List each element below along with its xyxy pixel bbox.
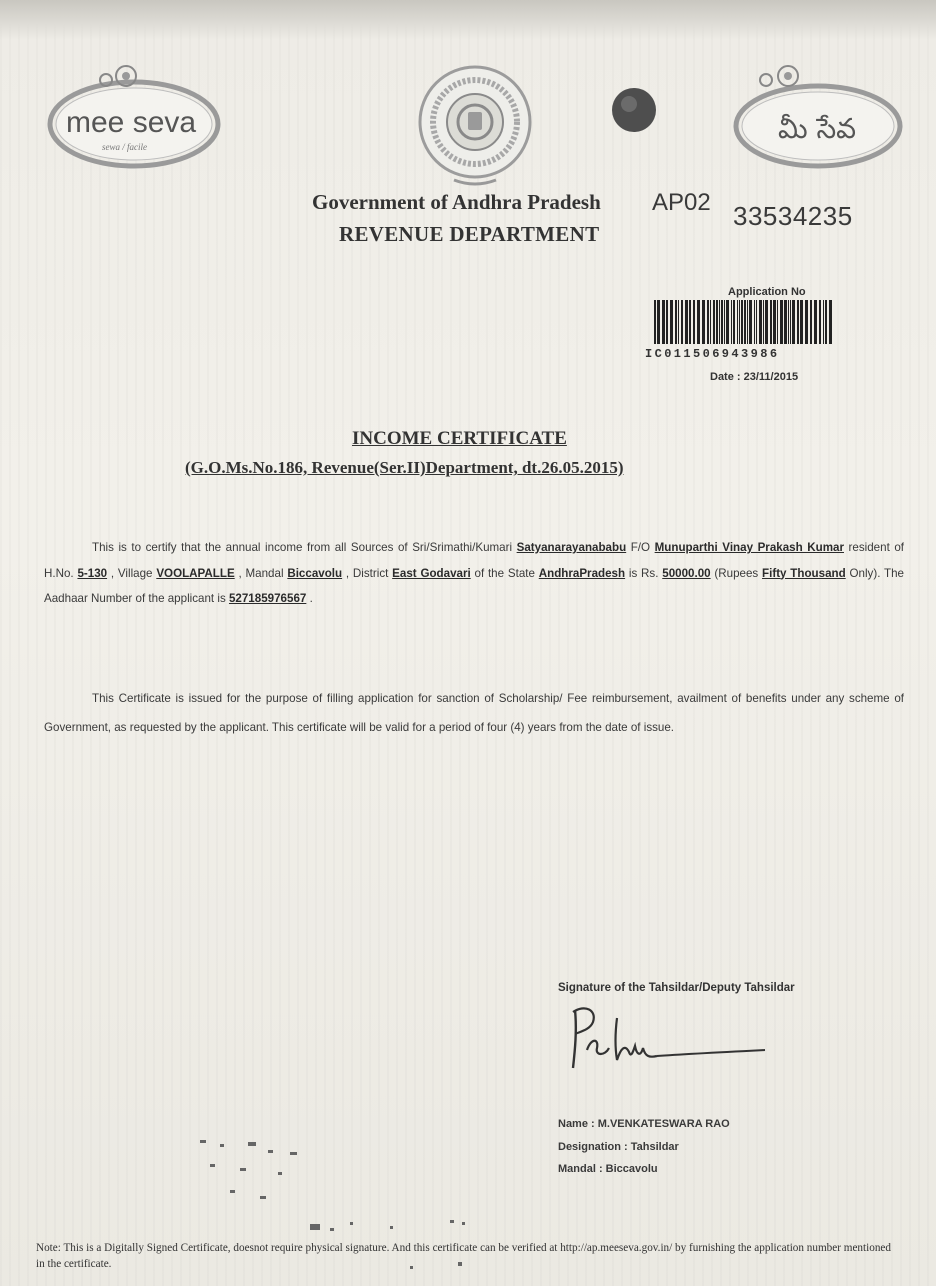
barcode-bar bbox=[731, 300, 732, 344]
barcode-bar bbox=[792, 300, 795, 344]
reference-prefix: AP02 bbox=[652, 189, 711, 216]
barcode-bar bbox=[670, 300, 673, 344]
meeseva-logo-left bbox=[44, 62, 222, 172]
barcode-bar bbox=[756, 300, 757, 344]
reference-number: 33534235 bbox=[733, 201, 853, 231]
father-name: Munuparthi Vinay Prakash Kumar bbox=[654, 541, 844, 554]
barcode-bar bbox=[780, 300, 783, 344]
barcode-bar bbox=[819, 300, 821, 344]
barcode-bar bbox=[702, 300, 705, 344]
barcode-bar bbox=[726, 300, 729, 344]
barcode-bar bbox=[721, 300, 723, 344]
barcode-bar bbox=[697, 300, 700, 344]
handwritten-signature bbox=[565, 1000, 775, 1075]
barcode-bar bbox=[788, 300, 789, 344]
barcode-bar bbox=[693, 300, 695, 344]
barcode-bar bbox=[763, 300, 764, 344]
purpose-text: This Certificate is issued for the purpose of filling application for sanction of Scholarship/ Fee reimbursement, availment of benefits under any scheme of Government, as requested by the applicant. This certificate will be valid for a period of four (4) years from the date of issue. bbox=[44, 692, 904, 734]
certificate-subtitle: (G.O.Ms.No.186, Revenue(Ser.II)Department, dt.26.05.2015) bbox=[185, 458, 624, 477]
barcode-bar bbox=[744, 300, 746, 344]
barcode-bar bbox=[790, 300, 791, 344]
barcode-bar bbox=[707, 300, 709, 344]
barcode-bar bbox=[800, 300, 803, 344]
village-name: VOOLAPALLE bbox=[156, 566, 235, 580]
barcode-bar bbox=[685, 300, 688, 344]
ap-emblem-seal bbox=[416, 62, 534, 192]
barcode-bar bbox=[710, 300, 711, 344]
barcode-bar bbox=[713, 300, 715, 344]
meeseva-logo-text: mee seva bbox=[66, 106, 197, 139]
barcode-bar bbox=[681, 300, 683, 344]
barcode-bar bbox=[657, 300, 660, 344]
barcode-bar bbox=[654, 300, 656, 344]
barcode-bar bbox=[777, 300, 778, 344]
application-number: IC011506943986 bbox=[645, 347, 780, 361]
tahsildar-name: Name : M.VENKATESWARA RAO bbox=[558, 1118, 730, 1130]
barcode-bar bbox=[724, 300, 725, 344]
barcode-bar bbox=[689, 300, 691, 344]
meeseva-logo-right bbox=[726, 60, 904, 172]
barcode-bar bbox=[666, 300, 668, 344]
house-number: 5-130 bbox=[77, 566, 108, 580]
aadhaar-number: 527185976567 bbox=[228, 592, 307, 605]
scan-edge bbox=[0, 0, 936, 40]
barcode-bar bbox=[773, 300, 776, 344]
income-amount-words: Fifty Thousand bbox=[762, 566, 846, 580]
barcode-bar bbox=[733, 300, 735, 344]
barcode-bar bbox=[678, 300, 679, 344]
department-title: REVENUE DEPARTMENT bbox=[339, 222, 600, 246]
barcode-bar bbox=[829, 300, 832, 344]
digital-signature-note: Note: This is a Digitally Signed Certificate, doesnot require physical signature. And this certificate can be verified at http://ap.meeseva.gov.in/ by furnishing the application number mentioned in the certificate. bbox=[36, 1242, 891, 1270]
barcode-bar bbox=[814, 300, 817, 344]
barcode-bar bbox=[741, 300, 743, 344]
meeseva-logo-subtext: sewa / facile bbox=[102, 142, 147, 152]
barcode-bar bbox=[784, 300, 787, 344]
purpose-paragraph bbox=[44, 684, 904, 742]
barcode-bar bbox=[675, 300, 677, 344]
barcode-bar bbox=[719, 300, 720, 344]
barcode-bar bbox=[770, 300, 772, 344]
barcode-bar bbox=[823, 300, 824, 344]
barcode-bar bbox=[739, 300, 740, 344]
application-date: Date : 23/11/2015 bbox=[710, 371, 799, 383]
barcode-bar bbox=[747, 300, 748, 344]
barcode-bar bbox=[810, 300, 812, 344]
barcode-bar bbox=[749, 300, 752, 344]
state-name: AndhraPradesh bbox=[538, 566, 626, 580]
barcode-bar bbox=[797, 300, 799, 344]
applicant-name: Satyanarayanababu bbox=[516, 541, 627, 554]
mandal-name: Biccavolu bbox=[287, 566, 343, 580]
barcode-bar bbox=[825, 300, 827, 344]
hologram-mark bbox=[609, 85, 659, 135]
barcode-bar bbox=[754, 300, 755, 344]
barcode-bar bbox=[662, 300, 665, 344]
application-number-label: Application No bbox=[728, 286, 806, 298]
barcode-bar bbox=[737, 300, 738, 344]
tahsildar-designation: Designation : Tahsildar bbox=[558, 1141, 679, 1153]
tahsildar-mandal: Mandal : Biccavolu bbox=[558, 1163, 658, 1175]
barcode-bar bbox=[805, 300, 808, 344]
barcode-bar bbox=[765, 300, 768, 344]
signature-label: Signature of the Tahsildar/Deputy Tahsildar bbox=[558, 982, 795, 994]
income-amount: 50000.00 bbox=[662, 566, 711, 580]
district-name: East Godavari bbox=[392, 566, 471, 580]
barcode-bar bbox=[759, 300, 762, 344]
application-barcode bbox=[652, 300, 832, 344]
income-statement-paragraph: This is to certify that the annual income from all Sources of Sri/Srimathi/Kumari Satyanarayanababu F/O Munuparthi Vinay Prakash Kumar resident of H.No. 5-130 , Village VOOLAPALLE , Mandal Biccavolu , District East Godavari of the State AndhraPradesh is Rs. 50000.00 (Rupees Fifty Thousand Only). The Aadhaar Number of the applicant is 527185976567 . bbox=[44, 541, 905, 605]
certificate-title: INCOME CERTIFICATE bbox=[352, 428, 567, 449]
barcode-bar bbox=[716, 300, 718, 344]
government-title: Government of Andhra Pradesh bbox=[312, 190, 601, 214]
meeseva-telugu-text: మీ సేవ bbox=[778, 112, 857, 145]
